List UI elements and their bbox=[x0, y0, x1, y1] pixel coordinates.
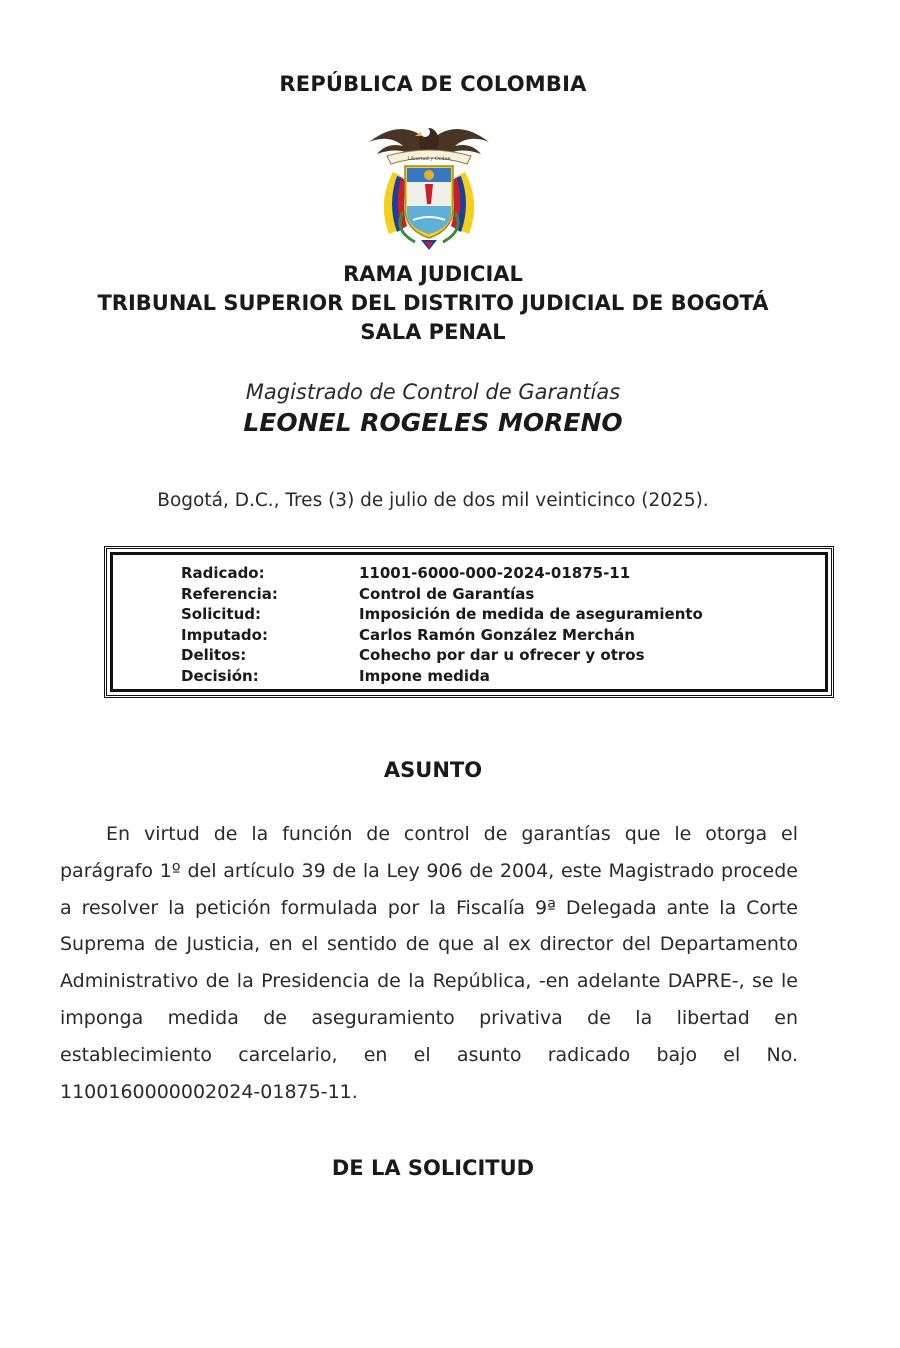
asunto-heading: ASUNTO bbox=[383, 758, 483, 782]
case-info-label: Referencia: bbox=[181, 584, 278, 603]
asunto-paragraph: En virtud de la función de control de garantías que le otorga el parágrafo 1º del artículo 39 de la Ley 906 de 2004, este Magistrado procede a resolver la petición formulada por la Fiscalía 9ª Delegada ante la Corte Suprema de Justicia, en el sentido de que al ex director del Departamento Administrativo de la Presidencia de la República, -en adelante DAPRE-, se le imponga medida de aseguramiento privativa de la libertad en establecimiento carcelario, en el asunto radicado bajo el No. 1100160000002024-01875-11. bbox=[60, 823, 798, 1103]
court-line-tribunal: TRIBUNAL SUPERIOR DEL DISTRITO JUDICIAL DE BOGOTÁ bbox=[97, 291, 769, 315]
case-info-label: Delitos: bbox=[181, 646, 247, 664]
colombia-coat-of-arms-icon bbox=[363, 112, 495, 252]
case-info-row bbox=[181, 645, 703, 666]
country-heading: REPÚBLICA DE COLOMBIA bbox=[279, 72, 587, 96]
case-info-row bbox=[181, 563, 703, 584]
solicitud-heading: DE LA SOLICITUD bbox=[331, 1156, 535, 1180]
court-line-chamber: SALA PENAL bbox=[360, 320, 506, 344]
case-info-value: Cohecho por dar u ofrecer y otros bbox=[359, 646, 645, 664]
case-info-row bbox=[181, 625, 703, 646]
case-info-value: 11001-6000-000-2024-01875-11 bbox=[359, 564, 631, 582]
case-info-value: Impone medida bbox=[359, 666, 490, 685]
court-heading bbox=[0, 260, 866, 347]
court-line-branch: RAMA JUDICIAL bbox=[343, 262, 523, 286]
case-info-label: Solicitud: bbox=[181, 605, 262, 623]
case-info-row bbox=[181, 584, 703, 605]
case-info-value: Imposición de medida de aseguramiento bbox=[359, 605, 703, 623]
case-info-label: Imputado: bbox=[181, 625, 268, 644]
svg-text:Libertad y Orden: Libertad y Orden bbox=[407, 156, 451, 162]
case-info-row bbox=[181, 666, 703, 687]
case-info-value: Carlos Ramón González Merchán bbox=[359, 625, 635, 644]
magistrate-name: LEONEL ROGELES MORENO bbox=[243, 408, 623, 437]
document-date: Bogotá, D.C., Tres (3) de julio de dos mil veinticinco (2025). bbox=[157, 490, 709, 511]
case-info-box bbox=[104, 546, 834, 698]
case-info-row bbox=[181, 604, 703, 625]
case-info-label: Radicado: bbox=[181, 564, 265, 582]
case-info-table bbox=[181, 563, 703, 686]
magistrate-title: Magistrado de Control de Garantías bbox=[245, 380, 621, 404]
case-info-label: Decisión: bbox=[181, 666, 259, 685]
case-info-value: Control de Garantías bbox=[359, 584, 535, 603]
